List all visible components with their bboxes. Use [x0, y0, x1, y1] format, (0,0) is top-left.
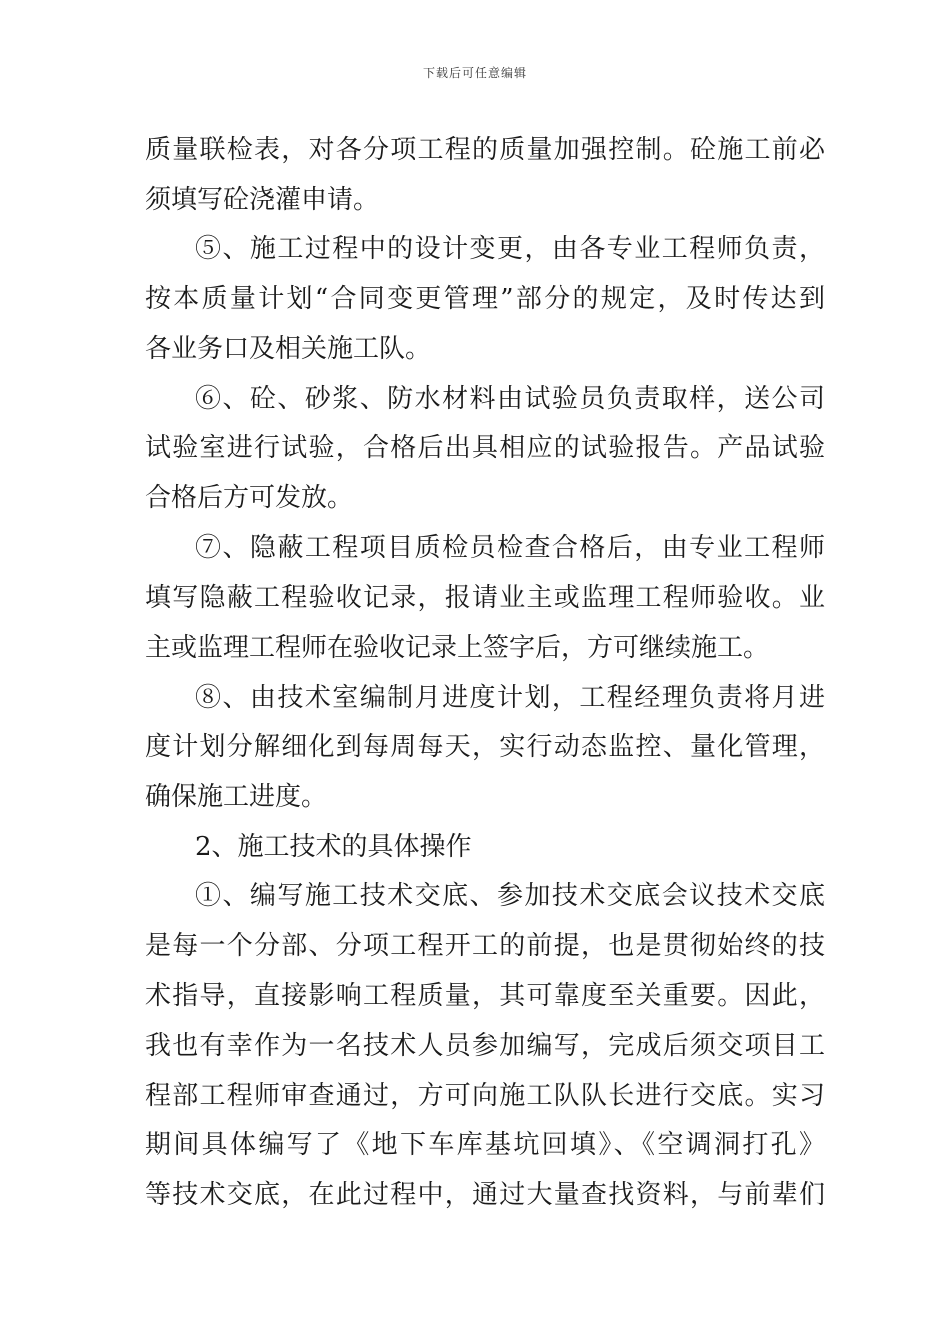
text-line: ⑥、砼、砂浆、防水材料由试验员负责取样，送公司	[195, 384, 825, 414]
text-line: ⑦、隐蔽工程项目质检员检查合格后，由专业工程师	[195, 533, 825, 563]
text-line: 度计划分解细化到每周每天，实行动态监控、量化管理，	[145, 732, 825, 762]
text-line: 试验室进行试验，合格后出具相应的试验报告。产品试验	[145, 433, 825, 463]
text-line: 术指导，直接影响工程质量，其可靠度至关重要。因此，	[145, 981, 825, 1011]
text-line: 我也有幸作为一名技术人员参加编写，完成后须交项目工	[145, 1031, 825, 1061]
text-line: 须填写砼浇灌申请。	[145, 185, 380, 215]
text-line: ①、编写施工技术交底、参加技术交底会议技术交底	[195, 881, 825, 911]
text-line: ⑧、由技术室编制月进度计划，工程经理负责将月进	[195, 683, 825, 713]
header-note: 下载后可任意编辑	[422, 66, 527, 80]
text-line: 确保施工进度。	[145, 782, 328, 812]
text-line: 期间具体编写了《地下车库基坑回填》、《空调洞打孔》	[145, 1130, 825, 1160]
text-line: 是每一个分部、分项工程开工的前提，也是贯彻始终的技	[145, 931, 825, 961]
text-line: 主或监理工程师在验收记录上签字后，方可继续施工。	[145, 633, 770, 663]
text-line: ⑤、施工过程中的设计变更，由各专业工程师负责，	[195, 234, 825, 264]
section-heading: 2、施工技术的具体操作	[195, 832, 472, 862]
text-line: 各业务口及相关施工队。	[145, 334, 432, 364]
text-line: 等技术交底，在此过程中，通过大量查找资料，与前辈们	[145, 1180, 825, 1210]
text-line: 填写隐蔽工程验收记录，报请业主或监理工程师验收。业	[145, 583, 825, 613]
text-line: 质量联检表，对各分项工程的质量加强控制。砼施工前必	[145, 135, 825, 165]
text-line: 合格后方可发放。	[145, 483, 354, 513]
text-line: 程部工程师审查通过，方可向施工队队长进行交底。实习	[145, 1081, 825, 1111]
text-line: 按本质量计划“合同变更管理”部分的规定，及时传达到	[145, 284, 825, 314]
